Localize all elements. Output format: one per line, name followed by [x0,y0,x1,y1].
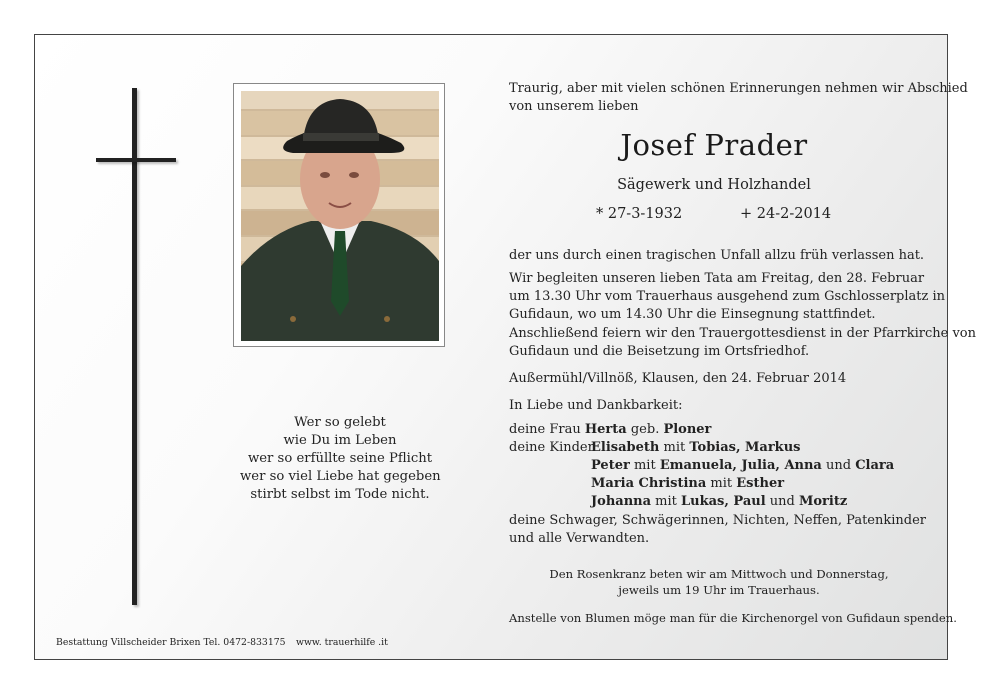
deceased-occupation: Sägewerk und Holzhandel [617,177,811,193]
wife-maiden-name: Ploner [663,422,712,437]
circumstance-line: der uns durch einen tragischen Unfall allzu früh verlassen hat. [509,248,925,263]
poem-line: wer so viel Liebe hat gegeben [240,469,441,484]
poem-line: stirbt selbst im Tode nicht. [250,487,430,502]
deceased-name: Josef Prader [620,128,808,162]
portrait-image [241,91,439,341]
child-family: Lukas, Paul [681,494,766,509]
ceremony-line: Gufidaun und die Beisetzung im Ortsfriedhof. [509,343,810,359]
death-date: + 24-2-2014 [740,206,832,222]
other-mourners [509,512,926,548]
child-and: und [821,458,856,473]
child-name: Peter [591,458,630,473]
ceremony-line: Wir begleiten unseren lieben Tata am Freitag, den 28. Februar [509,271,925,286]
cross-vertical-beam [132,88,137,605]
mourner-child [591,458,894,474]
place-date [509,370,846,388]
child-with: mit [651,494,682,509]
wife-name: Herta [584,422,627,437]
child-with: mit [706,476,737,491]
intro-line: Traurig, aber mit vielen schönen Erinnerungen nehmen wir Abschied [509,81,968,96]
intro-text [509,80,968,116]
child-family: Emanuela, Julia, Anna [659,458,822,473]
birth-date: * 27-3-1932 [596,206,683,222]
donation-notice [509,610,957,626]
memorial-poem [240,414,440,504]
circumstance-text [509,247,924,265]
ceremony-line: um 13.30 Uhr vom Trauerhaus ausgehend zum Gschlosserplatz in [509,289,945,305]
wife-mid: geb. [626,422,664,437]
closing-line: In Liebe und Dankbarkeit: [509,398,683,413]
poem-line: Wer so gelebt [294,415,386,430]
child-and: und [765,494,799,509]
wife-prefix: deine Frau [509,422,585,437]
mourner-kids-prefix: deine Kinder [509,440,594,455]
child-family: Tobias, Markus [689,440,801,455]
child-with: mit [659,440,690,455]
closing-text [509,397,683,415]
other-mourners-line: deine Schwager, Schwägerinnen, Nichten, Neffen, Patenkinder [509,513,926,528]
mourner-child [591,440,800,456]
ceremony-text [509,270,976,361]
undertaker-contact: Bestattung Villscheider Brixen Tel. 0472-833175 [56,637,286,648]
poem-line: wer so erfüllte seine Pflicht [247,451,433,466]
website-link[interactable]: www. trauerhilfe .it [296,637,388,648]
child-name: Maria Christina [591,476,707,491]
portrait-photo [233,83,445,347]
rosary-line: jeweils um 19 Uhr im Trauerhaus. [618,583,820,597]
child-family: Esther [736,476,785,491]
mourner-child [591,494,847,510]
poem-line: wie Du im Leben [283,433,397,448]
child-name: Johanna [591,494,652,509]
donation-line: Anstelle von Blumen möge man für die Kirchenorgel von Gufidaun spenden. [509,611,957,625]
child-family-last: Moritz [799,494,848,509]
rosary-line: Den Rosenkranz beten wir am Mittwoch und Donnerstag, [549,567,889,581]
rosary-notice [509,566,929,598]
ceremony-line: Anschließend feiern wir den Trauergottesdienst in der Pfarrkirche von [509,325,977,341]
ceremony-line: Gufidaun, wo um 14.30 Uhr die Einsegnung stattfindet. [509,307,876,323]
child-family-last: Clara [855,458,895,473]
child-name: Elisabeth [591,440,660,455]
mourner-child [591,476,784,492]
child-with: mit [629,458,660,473]
cross-horizontal-beam [96,158,176,162]
intro-line: von unserem lieben [509,99,639,115]
place-date-line: Außermühl/Villnöß, Klausen, den 24. Februar 2014 [509,371,847,386]
mourner-wife [509,422,711,438]
other-mourners-line: und alle Verwandten. [509,531,650,547]
